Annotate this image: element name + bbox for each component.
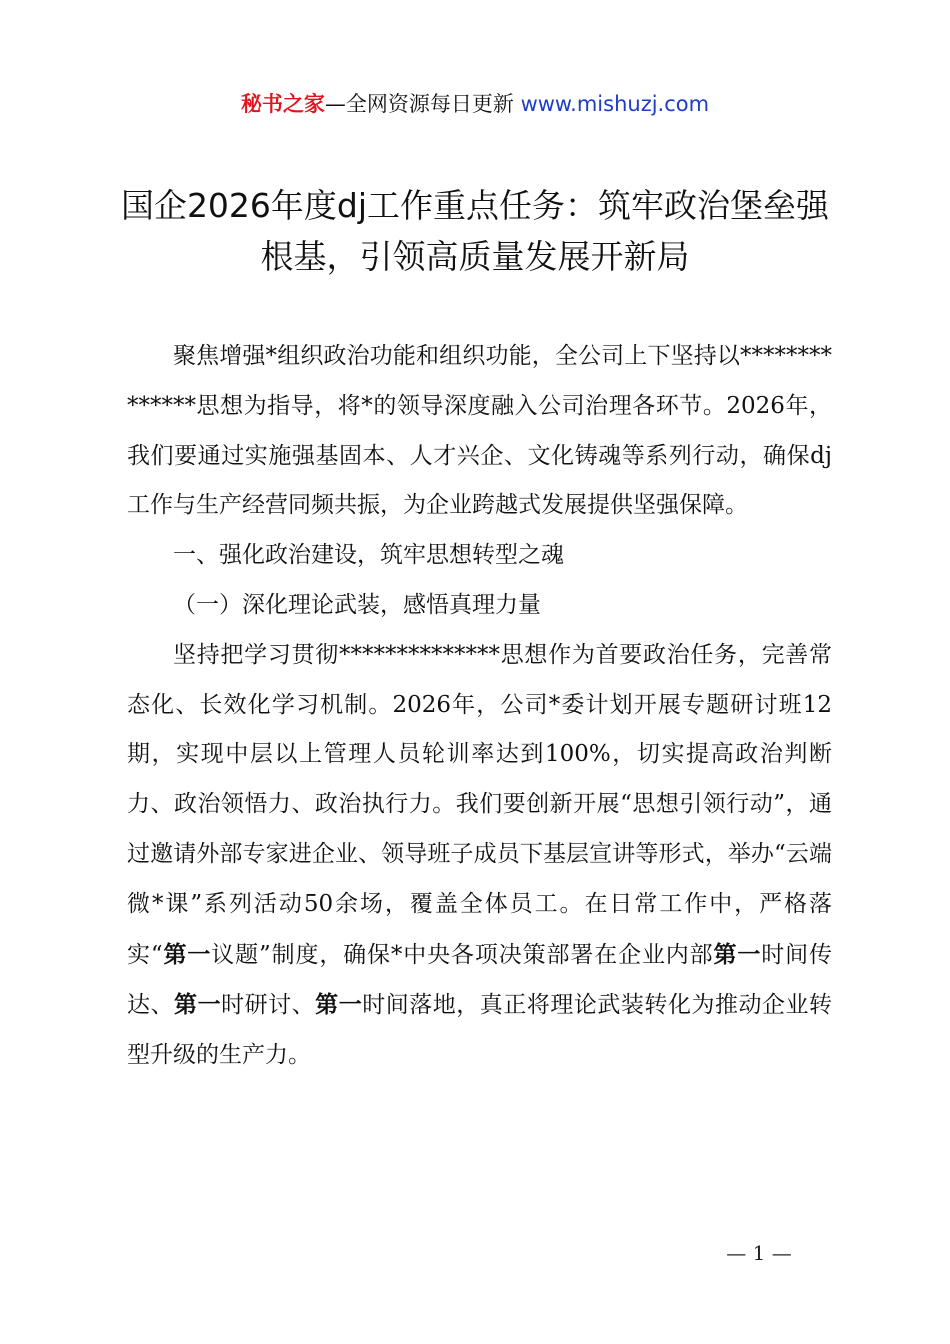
document-title: 国企2026年度dj工作重点任务：筑牢政治堡垒强根基，引领高质量发展开新局 (120, 186, 830, 276)
site-header (0, 88, 950, 120)
paragraph-text: 坚持把学习贯彻**************思想作为首要政治任务，完善常态化、长效化学习机制。2026年，公司*委计划开展专题研讨班12期，实现中层以上管理人员轮训率达到100%，切实提高政治判断力、政治领悟力、政治执行力。我们要创新开展“思想引领行动”，通过邀请外部专家进企业、领导班子成员下基层宣讲等形式，举办“云端微*课”系列活动50余场，覆盖全体员工。在日常工作中，严格落实“ (127, 641, 832, 968)
bold-text: 第一 (713, 940, 762, 968)
site-url-link[interactable]: www.mishuzj.com (520, 92, 710, 116)
body-paragraph (127, 631, 832, 1081)
paragraph-text: 时研讨、 (221, 992, 316, 1019)
section-heading: 一、强化政治建设，筑牢思想转型之魂 (173, 542, 564, 569)
paragraph-text: 时间落地，真正将理论武装转化为推动企业转型升级的生产力。 (127, 992, 833, 1069)
bold-text: 第一 (174, 991, 222, 1019)
paragraph-text: 议题”制度，确保*中央各项决策部署在企业内部 (211, 941, 714, 968)
bold-text: 第一 (315, 991, 363, 1019)
bold-text: 第一 (162, 940, 212, 968)
site-tagline: —全网资源每日更新 (324, 92, 521, 116)
site-name: 秘书之家 (240, 92, 325, 116)
page-number: — 1 — (726, 1241, 792, 1265)
intro-paragraph: 聚焦增强*组织政治功能和组织功能，全公司上下坚持以**************思想为指导，将*的领导深度融入公司治理各环节。2026年，我们要通过实施强基固本、人才兴企、文化铸魂等系列行动，确保dj工作与生产经营同频共振，为企业跨越式发展提供坚强保障。 (127, 343, 832, 519)
paragraph-text: 时间传达、 (127, 941, 833, 1019)
document-body (127, 332, 832, 1081)
subsection-heading: （一）深化理论武装，感悟真理力量 (173, 591, 541, 618)
